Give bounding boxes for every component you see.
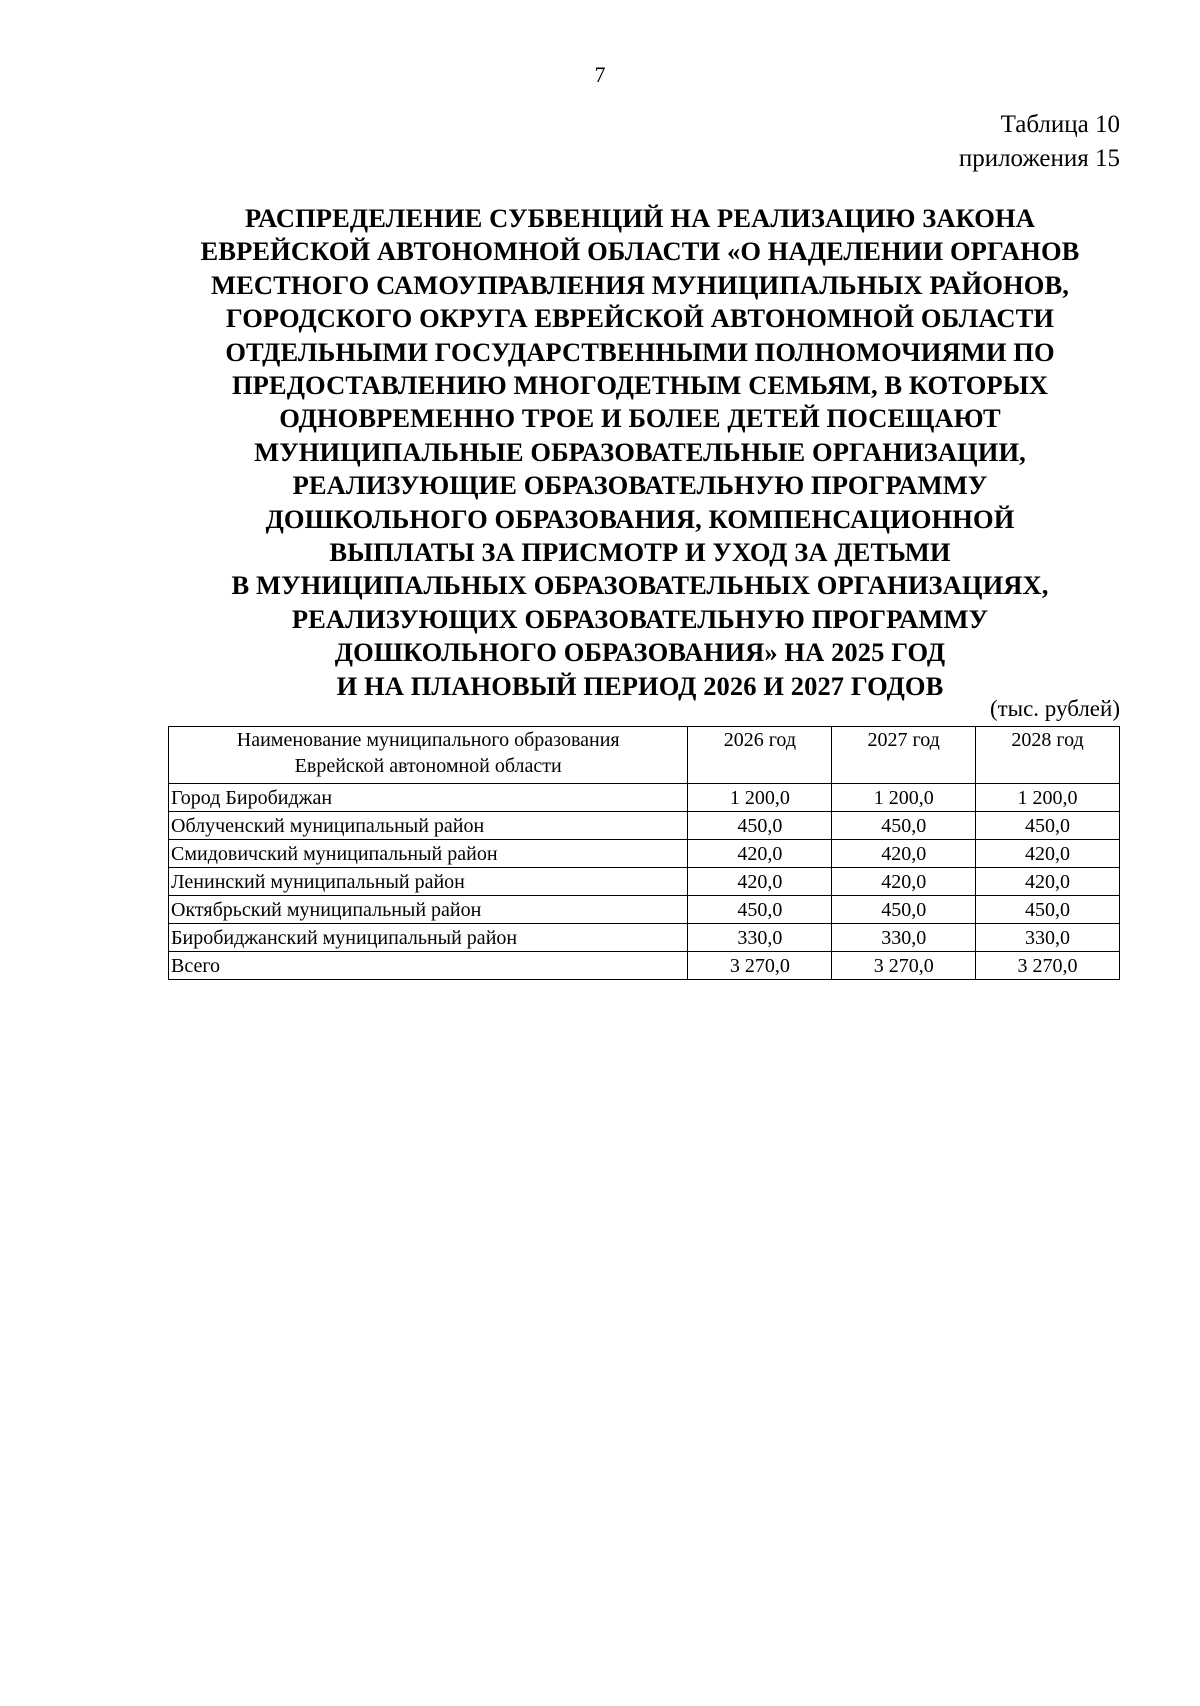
title-line: МУНИЦИПАЛЬНЫЕ ОБРАЗОВАТЕЛЬНЫЕ ОРГАНИЗАЦИИ, bbox=[254, 436, 1026, 467]
row-value-2026: 1 200,0 bbox=[688, 784, 832, 812]
table-row bbox=[169, 784, 1120, 812]
table-reference bbox=[959, 108, 1120, 176]
row-value-2028: 450,0 bbox=[976, 812, 1120, 840]
row-name: Город Биробиджан bbox=[169, 784, 688, 812]
row-name: Ленинский муниципальный район bbox=[169, 868, 688, 896]
row-value-2026: 420,0 bbox=[688, 840, 832, 868]
table-number: Таблица 10 bbox=[1000, 111, 1120, 138]
title-line: ГОРОДСКОГО ОКРУГА ЕВРЕЙСКОЙ АВТОНОМНОЙ ОБЛАСТИ bbox=[225, 303, 1055, 334]
row-value-2028: 420,0 bbox=[976, 840, 1120, 868]
title-line: ОТДЕЛЬНЫМИ ГОСУДАРСТВЕННЫМИ ПОЛНОМОЧИЯМИ ПО bbox=[225, 336, 1055, 367]
row-name: Всего bbox=[169, 952, 688, 980]
subsidy-table bbox=[168, 726, 1120, 980]
table-row bbox=[169, 812, 1120, 840]
units-label: (тыс. рублей) bbox=[989, 696, 1120, 721]
table-row bbox=[169, 924, 1120, 952]
title-line: ЕВРЕЙСКОЙ АВТОНОМНОЙ ОБЛАСТИ «О НАДЕЛЕНИИ ОРГАНОВ bbox=[200, 236, 1080, 267]
row-name: Облученский муниципальный район bbox=[169, 812, 688, 840]
appendix-number: приложения 15 bbox=[958, 145, 1120, 172]
table-header-row bbox=[169, 727, 1120, 784]
title-line: И НА ПЛАНОВЫЙ ПЕРИОД 2026 И 2027 ГОДОВ bbox=[336, 670, 944, 701]
table-total-row bbox=[169, 952, 1120, 980]
title-line: ВЫПЛАТЫ ЗА ПРИСМОТР И УХОД ЗА ДЕТЬМИ bbox=[329, 537, 951, 568]
row-value-2026: 450,0 bbox=[688, 812, 832, 840]
row-value-2026: 330,0 bbox=[688, 924, 832, 952]
row-value-2027: 420,0 bbox=[832, 840, 976, 868]
row-value-2026: 420,0 bbox=[688, 868, 832, 896]
document-title bbox=[160, 202, 1120, 703]
row-value-2027: 420,0 bbox=[832, 868, 976, 896]
page-number: 7 bbox=[594, 62, 606, 87]
table-row bbox=[169, 840, 1120, 868]
title-line: ОДНОВРЕМЕННО ТРОЕ И БОЛЕЕ ДЕТЕЙ ПОСЕЩАЮТ bbox=[279, 403, 1001, 434]
header-year-2028: 2028 год bbox=[976, 727, 1120, 784]
row-value-2027: 1 200,0 bbox=[832, 784, 976, 812]
row-name: Смидовичский муниципальный район bbox=[169, 840, 688, 868]
header-municipality-line2: Еврейской автономной области bbox=[294, 755, 562, 777]
header-municipality bbox=[169, 727, 688, 784]
table-row bbox=[169, 896, 1120, 924]
header-municipality-line1: Наименование муниципального образования bbox=[236, 729, 620, 751]
row-name: Биробиджанский муниципальный район bbox=[169, 924, 688, 952]
header-year-2026: 2026 год bbox=[688, 727, 832, 784]
title-line: ДОШКОЛЬНОГО ОБРАЗОВАНИЯ» НА 2025 ГОД bbox=[334, 637, 946, 668]
table-row bbox=[169, 868, 1120, 896]
row-value-2027: 450,0 bbox=[832, 896, 976, 924]
row-value-2027: 3 270,0 bbox=[832, 952, 976, 980]
row-value-2026: 450,0 bbox=[688, 896, 832, 924]
row-value-2026: 3 270,0 bbox=[688, 952, 832, 980]
row-value-2028: 420,0 bbox=[976, 868, 1120, 896]
row-value-2028: 330,0 bbox=[976, 924, 1120, 952]
row-value-2028: 450,0 bbox=[976, 896, 1120, 924]
row-value-2027: 330,0 bbox=[832, 924, 976, 952]
row-value-2028: 3 270,0 bbox=[976, 952, 1120, 980]
row-value-2027: 450,0 bbox=[832, 812, 976, 840]
header-year-2027: 2027 год bbox=[832, 727, 976, 784]
title-line: РЕАЛИЗУЮЩИЕ ОБРАЗОВАТЕЛЬНУЮ ПРОГРАММУ bbox=[292, 470, 988, 501]
title-line: РАСПРЕДЕЛЕНИЕ СУБВЕНЦИЙ НА РЕАЛИЗАЦИЮ ЗАКОНА bbox=[245, 203, 1035, 233]
title-line: МЕСТНОГО САМОУПРАВЛЕНИЯ МУНИЦИПАЛЬНЫХ РАЙОНОВ, bbox=[211, 269, 1069, 300]
title-line: ДОШКОЛЬНОГО ОБРАЗОВАНИЯ, КОМПЕНСАЦИОННОЙ bbox=[265, 503, 1015, 534]
title-line: ПРЕДОСТАВЛЕНИЮ МНОГОДЕТНЫМ СЕМЬЯМ, В КОТОРЫХ bbox=[231, 370, 1049, 401]
title-line: РЕАЛИЗУЮЩИХ ОБРАЗОВАТЕЛЬНУЮ ПРОГРАММУ bbox=[291, 603, 989, 634]
row-value-2028: 1 200,0 bbox=[976, 784, 1120, 812]
row-name: Октябрьский муниципальный район bbox=[169, 896, 688, 924]
title-line: В МУНИЦИПАЛЬНЫХ ОБРАЗОВАТЕЛЬНЫХ ОРГАНИЗАЦИЯХ, bbox=[231, 570, 1049, 601]
